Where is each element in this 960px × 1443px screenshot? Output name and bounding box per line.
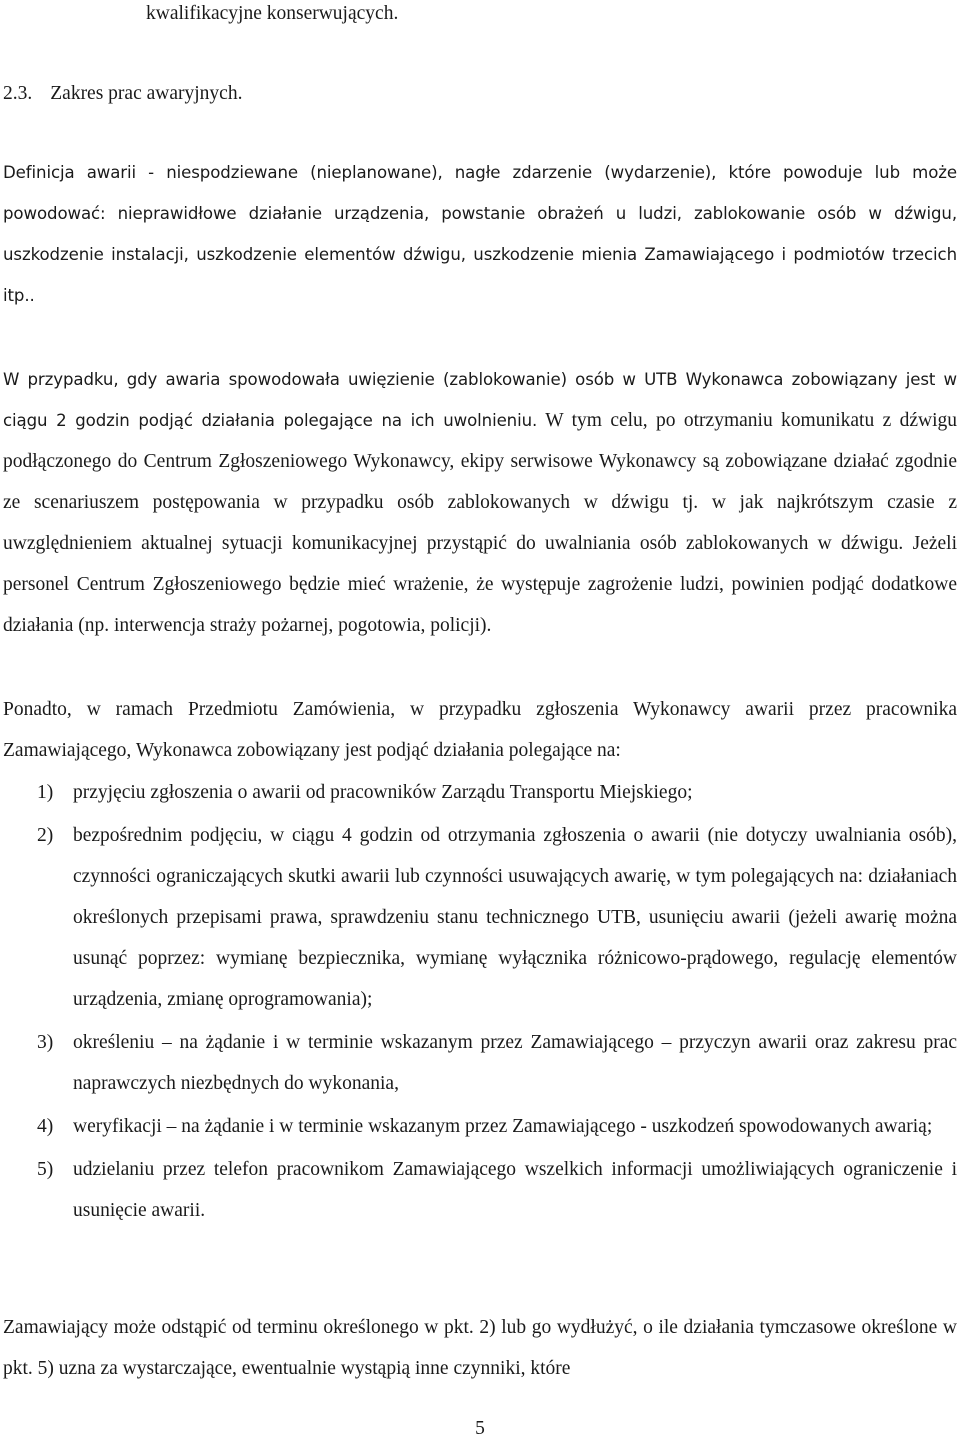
list-item-marker: 1) [37,782,54,803]
entrapment-paragraph [3,359,957,646]
entrapment-paragraph-body: W tym celu, po otrzymaniu komunikatu z dźwigu podłączonego do Centrum Zgłoszeniowego Wykonawcy, ekipy serwisowe Wykonawcy są zobowiązane działać zgodnie ze scenariuszem postępowania w przypadku osób zablokowanych w dźwigu tj. w jak najkrótszym czasie z uwzględnieniem aktualnej sytuacji komunikacyjnej przystąpić do uwalniania osób zablokowanych w dźwigu. Jeżeli personel Centrum Zgłoszeniowego będzie mieć wrażenie, że występuje zagrożenie ludzi, powinien podjąć dodatkowe działania (np. interwencja straży pożarnej, pogotowia, policji). [3,410,957,636]
list-item-marker: 3) [37,1032,54,1053]
list-item-marker: 5) [37,1159,54,1180]
list-item [3,815,957,1020]
list-item-text: bezpośrednim podjęciu, w ciągu 4 godzin od otrzymania zgłoszenia o awarii (nie dotyczy uwalniania osób), czynności ograniczających skutki awarii lub czynności usuwających awarię, w tym polegających na: działaniach określonych przepisami prawa, sprawdzeniu stanu technicznego UTB, usunięciu awarii (jeżeli awarię można usunąć poprzez: wymianę bezpiecznika, wymianę wyłącznika różnicowo-prądowego, regulację elementów urządzenia, zmianę oprogramowania); [73,825,957,1010]
list-item [3,1149,957,1231]
list-item [3,1106,957,1147]
list-item-text: udzielaniu przez telefon pracownikom Zamawiającego wszelkich informacji umożliwiających ograniczenie i usunięcie awarii. [73,1159,957,1221]
list-item [3,1022,957,1104]
list-item-text: przyjęciu zgłoszenia o awarii od pracowników Zarządu Transportu Miejskiego; [73,782,693,803]
section-title: Zakres prac awaryjnych. [50,83,243,104]
entrapment-paragraph-lead: W przypadku, gdy awaria spowodowała uwięzienie (zablokowanie) osób w UTB Wykonawca zobowiązany jest w ciągu 2 godzin podjąć działania polegające na ich uwolnieniu. [3,370,957,430]
page-number: 5 [475,1418,485,1439]
section-number: 2.3. [3,83,33,104]
list-item-marker: 4) [37,1116,54,1137]
section-heading [3,80,242,108]
definition-paragraph: Definicja awarii - niespodziewane (nieplanowane), nagłe zdarzenie (wydarzenie), które powoduje lub może powodować: nieprawidłowe działanie urządzenia, powstanie obrażeń u ludzi, zablokowanie osób w dźwigu, uszkodzenie instalacji, uszkodzenie elementów dźwigu, uszkodzenie mienia Zamawiającego i podmiotów trzecich itp.. [3,163,957,305]
list-item-marker: 2) [37,825,54,846]
continued-text-line: kwalifikacyjne konserwujących. [146,3,399,24]
actions-list [3,772,957,1233]
scope-paragraph: Ponadto, w ramach Przedmiotu Zamówienia, w przypadku zgłoszenia Wykonawcy awarii przez pracownika Zamawiającego, Wykonawca zobowiązany jest podjąć działania polegające na: [3,699,957,761]
list-item-text: weryfikacji – na żądanie i w terminie wskazanym przez Zamawiającego - uszkodzeń spowodowanych awarią; [73,1116,933,1137]
list-item-text: określeniu – na żądanie i w terminie wskazanym przez Zamawiającego – przyczyn awarii oraz zakresu prac naprawczych niezbędnych do wykonania, [73,1032,957,1094]
closing-paragraph: Zamawiający może odstąpić od terminu określonego w pkt. 2) lub go wydłużyć, o ile działania tymczasowe określone w pkt. 5) uzna za wystarczające, ewentualnie wystąpią inne czynniki, które [3,1317,957,1379]
list-item [3,772,957,813]
